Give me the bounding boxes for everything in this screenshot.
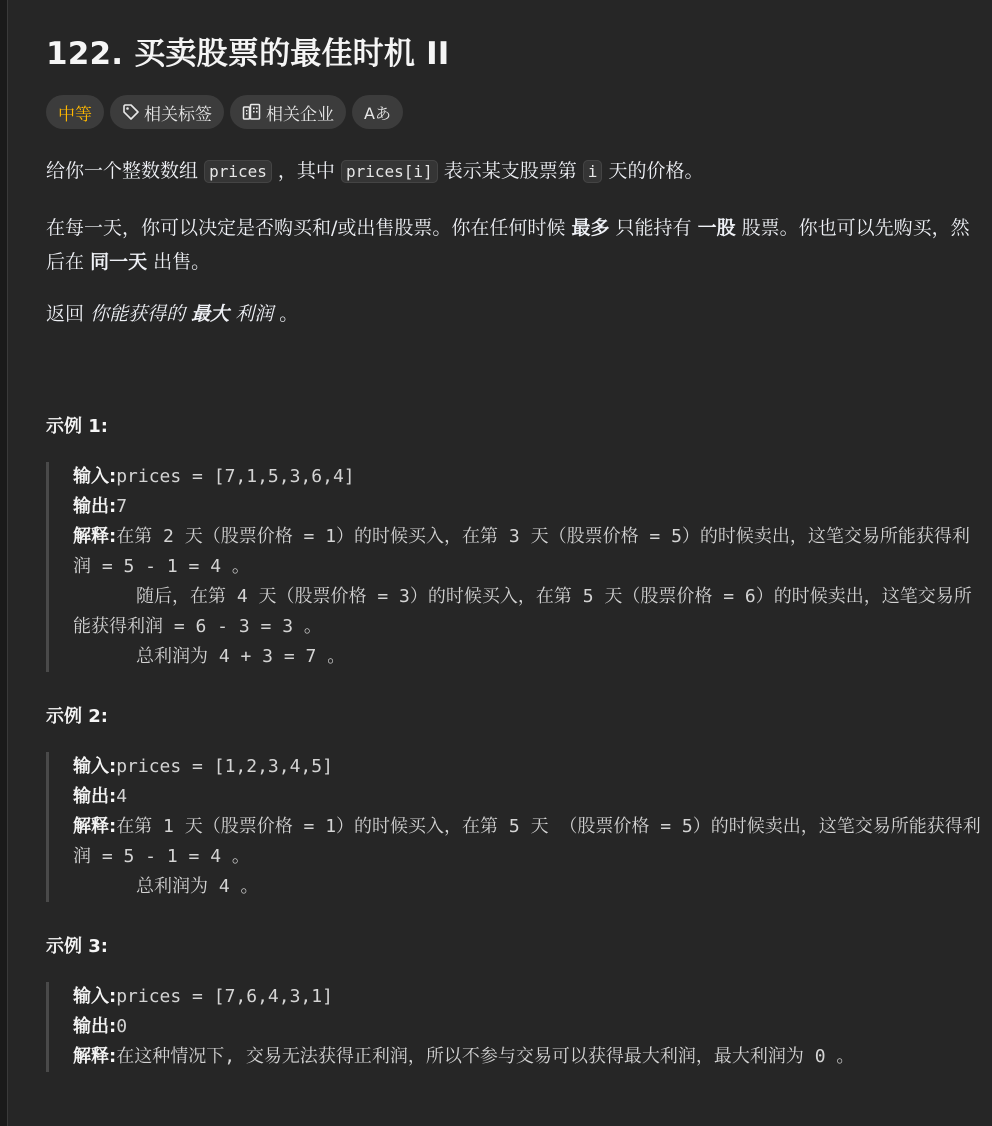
explain-text: 总利润为 4 。 bbox=[136, 876, 259, 897]
input-value: prices = [7,6,4,3,1] bbox=[116, 986, 333, 1007]
translate-button[interactable] bbox=[352, 95, 403, 129]
related-companies-label: 相关企业 bbox=[266, 104, 334, 125]
explain-text: 在第 2 天（股票价格 = 1）的时候买入，在第 3 天（股票价格 = 5）的时候卖出，这笔交易所能获得利润 = 5 - 1 = 4 。 bbox=[73, 526, 970, 577]
bold-text: 一股 bbox=[697, 217, 736, 239]
output-label: 输出: bbox=[73, 1016, 117, 1037]
explain-text: 随后，在第 4 天（股票价格 = 3）的时候买入，在第 5 天（股票价格 = 6）的时候卖出，这笔交易所能获得利润 = 6 - 3 = 3 。 bbox=[73, 586, 972, 637]
related-companies-button[interactable] bbox=[230, 95, 346, 129]
example-2-block bbox=[46, 752, 985, 902]
text: 表示某支股票第 bbox=[443, 160, 577, 182]
tag-icon bbox=[122, 103, 140, 121]
italic-text: 你能获得的 bbox=[90, 303, 186, 325]
translate-icon: Aあ bbox=[364, 103, 391, 123]
example-2-title: 示例 2: bbox=[46, 706, 108, 727]
difficulty-badge[interactable]: 中等 bbox=[46, 95, 104, 129]
bold-italic-text: 最大 bbox=[191, 303, 230, 325]
output-value: 4 bbox=[116, 786, 128, 807]
output-value: 7 bbox=[116, 496, 128, 517]
text: 股票。你也可以先购买，然后在 bbox=[46, 217, 970, 273]
inline-code: prices[i] bbox=[341, 160, 438, 183]
explain-label: 解释: bbox=[73, 816, 117, 837]
input-label: 输入: bbox=[73, 756, 117, 777]
explain-label: 解释: bbox=[73, 1046, 117, 1067]
problem-title: 122. 买卖股票的最佳时机 II bbox=[46, 36, 450, 72]
related-tags-label: 相关标签 bbox=[144, 104, 212, 125]
input-label: 输入: bbox=[73, 466, 117, 487]
bold-text: 同一天 bbox=[90, 251, 148, 273]
text: 返回 bbox=[46, 303, 85, 325]
input-value: prices = [7,1,5,3,6,4] bbox=[116, 466, 355, 487]
italic-text: 利润 bbox=[235, 303, 274, 325]
description-paragraph-1 bbox=[46, 154, 985, 189]
text: 出售。 bbox=[153, 251, 211, 273]
problem-description-panel bbox=[7, 0, 992, 1126]
output-value: 0 bbox=[116, 1016, 128, 1037]
related-tags-button[interactable] bbox=[110, 95, 224, 129]
output-label: 输出: bbox=[73, 786, 117, 807]
input-label: 输入: bbox=[73, 986, 117, 1007]
text: 在每一天，你可以决定是否购买和/或出售股票。你在任何时候 bbox=[46, 217, 566, 239]
problem-tags-row bbox=[46, 95, 403, 129]
inline-code: prices bbox=[204, 160, 272, 183]
text: 天的价格。 bbox=[608, 160, 704, 182]
input-value: prices = [1,2,3,4,5] bbox=[116, 756, 333, 777]
example-1-block bbox=[46, 462, 985, 672]
description-paragraph-2 bbox=[46, 211, 985, 279]
explain-text: 总利润为 4 + 3 = 7 。 bbox=[136, 646, 346, 667]
example-3-block bbox=[46, 982, 985, 1072]
explain-label: 解释: bbox=[73, 526, 117, 547]
description-paragraph-3 bbox=[46, 297, 985, 331]
example-1-title: 示例 1: bbox=[46, 416, 108, 437]
output-label: 输出: bbox=[73, 496, 117, 517]
explain-text: 在这种情况下, 交易无法获得正利润，所以不参与交易可以获得最大利润，最大利润为 0 。 bbox=[116, 1046, 855, 1067]
bold-text: 最多 bbox=[571, 217, 610, 239]
text: 只能持有 bbox=[615, 217, 692, 239]
text: ，其中 bbox=[277, 160, 335, 182]
building-icon bbox=[242, 103, 262, 121]
text: 给你一个整数数组 bbox=[46, 160, 199, 182]
example-3-title: 示例 3: bbox=[46, 936, 108, 957]
inline-code: i bbox=[583, 160, 603, 183]
text: 。 bbox=[279, 303, 299, 325]
explain-text: 在第 1 天（股票价格 = 1）的时候买入，在第 5 天 （股票价格 = 5）的时候卖出，这笔交易所能获得利润 = 5 - 1 = 4 。 bbox=[73, 816, 981, 867]
